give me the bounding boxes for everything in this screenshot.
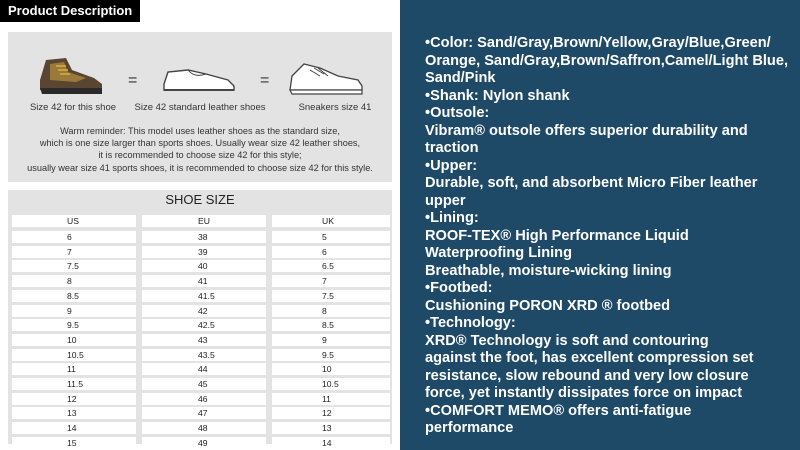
info-line: •COMFORT MEMO® offers anti-fatigue — [425, 402, 692, 419]
info-line: •Outsole: — [425, 105, 490, 121]
size-cell-eu: 42 — [142, 305, 266, 317]
size-cell-eu: 42.5 — [142, 319, 266, 331]
info-line: resistance, slow rebound and very low closure — [425, 367, 749, 384]
info-line: Vibram® outsole offers superior durability and — [425, 122, 748, 139]
size-cell-uk: 7 — [272, 275, 390, 287]
size-cell-eu: 45 — [142, 378, 266, 390]
info-line: XRD® Technology is soft and contouring — [425, 332, 709, 349]
product-info-text — [425, 35, 793, 438]
size-cell-us: 14 — [12, 422, 136, 434]
size-cell-uk: 14 — [272, 437, 390, 449]
caption-this-shoe: Size 42 for this shoe — [29, 102, 117, 113]
info-line: upper — [425, 192, 466, 209]
size-cell-us: 15 — [12, 437, 136, 449]
note-line: usually wear size 41 sports shoes, it is recommended to choose size 42 for this style. — [27, 163, 373, 173]
size-cell-eu: 47 — [142, 407, 266, 419]
size-cell-us: 8.5 — [12, 290, 136, 302]
size-cell-uk: 6.5 — [272, 260, 390, 272]
leather-shoe-image — [158, 54, 238, 98]
info-line: •Shank: Nylon shank — [425, 87, 570, 104]
size-cell-eu: 41 — [142, 275, 266, 287]
info-line: Sand/Pink — [425, 70, 496, 86]
size-cell-eu: 46 — [142, 393, 266, 405]
equals-sign-1: = — [128, 72, 138, 89]
note-line: it is recommended to choose size 42 for this style; — [98, 150, 302, 160]
note-line: Warm reminder: This model uses leather shoes as the standard size, — [60, 126, 340, 136]
size-cell-eu: 44 — [142, 363, 266, 375]
size-cell-us: 9 — [12, 305, 136, 317]
hiking-boot-image — [36, 54, 106, 98]
size-cell-us: 7 — [12, 246, 136, 258]
shoe-size-table — [8, 190, 392, 448]
size-cell-eu: 43.5 — [142, 349, 266, 361]
info-line: •Color: Sand/Gray,Brown/Yellow,Gray/Blue,Green/ — [425, 35, 771, 51]
size-comparison-panel — [8, 32, 392, 182]
sneaker-image — [286, 54, 366, 98]
size-cell-us: 10 — [12, 334, 136, 346]
size-cell-uk: 7.5 — [272, 290, 390, 302]
size-cell-eu: 41.5 — [142, 290, 266, 302]
equals-sign-2: = — [260, 72, 270, 89]
size-cell-eu: 43 — [142, 334, 266, 346]
size-cell-us: 7.5 — [12, 260, 136, 272]
size-cell-uk: 5 — [272, 231, 390, 243]
size-cell-uk: 12 — [272, 407, 390, 419]
size-cell-uk: 9.5 — [272, 349, 390, 361]
info-line: ROOF-TEX® High Performance Liquid — [425, 227, 689, 244]
info-line: Waterproofing Lining — [425, 245, 572, 261]
caption-leather-shoe: Size 42 standard leather shoes — [134, 102, 266, 113]
info-line: •Footbed: — [425, 280, 493, 296]
size-cell-us: 13 — [12, 407, 136, 419]
product-description-title: Product Description — [0, 0, 140, 22]
info-line: Durable, soft, and absorbent Micro Fiber leather — [425, 175, 758, 191]
info-line: traction — [425, 140, 479, 156]
size-cell-uk: 10.5 — [272, 378, 390, 390]
info-line: •Upper: — [425, 157, 478, 174]
shoe-size-title: SHOE SIZE — [165, 192, 235, 207]
size-cell-uk: 13 — [272, 422, 390, 434]
size-cell-us: 11 — [12, 363, 136, 375]
size-cell-uk: 9 — [272, 334, 390, 346]
size-cell-uk: 11 — [272, 393, 390, 405]
info-line: •Technology: — [425, 315, 516, 331]
product-info-panel — [400, 0, 800, 450]
size-cell-eu: 38 — [142, 231, 266, 243]
size-cell-us: 11.5 — [12, 378, 136, 390]
size-cell-us: 8 — [12, 275, 136, 287]
header-uk: UK — [272, 215, 390, 227]
info-line: •Lining: — [425, 210, 479, 226]
size-cell-eu: 39 — [142, 246, 266, 258]
size-cell-us: 6 — [12, 231, 136, 243]
info-line: performance — [425, 420, 514, 436]
info-line: against the foot, has excellent compression set — [425, 350, 754, 366]
size-cell-us: 10.5 — [12, 349, 136, 361]
size-cell-uk: 6 — [272, 246, 390, 258]
size-cell-eu: 40 — [142, 260, 266, 272]
size-cell-us: 12 — [12, 393, 136, 405]
info-line: force, yet instantly dissipates force on impact — [425, 385, 743, 401]
size-cell-uk: 10 — [272, 363, 390, 375]
header-us: US — [12, 215, 136, 227]
note-line: which is one size larger than sports shoes. Usually wear size 42 leather shoes, — [39, 138, 361, 148]
info-line: Cushioning PORON XRD ® footbed — [425, 297, 671, 314]
size-cell-us: 9.5 — [12, 319, 136, 331]
size-cell-uk: 8 — [272, 305, 390, 317]
size-cell-eu: 48 — [142, 422, 266, 434]
size-cell-uk: 8.5 — [272, 319, 390, 331]
info-line: Orange, Sand/Gray,Brown/Saffron,Camel/Light Blue, — [425, 52, 789, 69]
size-cell-eu: 49 — [142, 437, 266, 449]
caption-sneaker: Sneakers size 41 — [298, 102, 372, 113]
info-line: Breathable, moisture-wicking lining — [425, 262, 672, 279]
header-eu: EU — [142, 215, 266, 227]
